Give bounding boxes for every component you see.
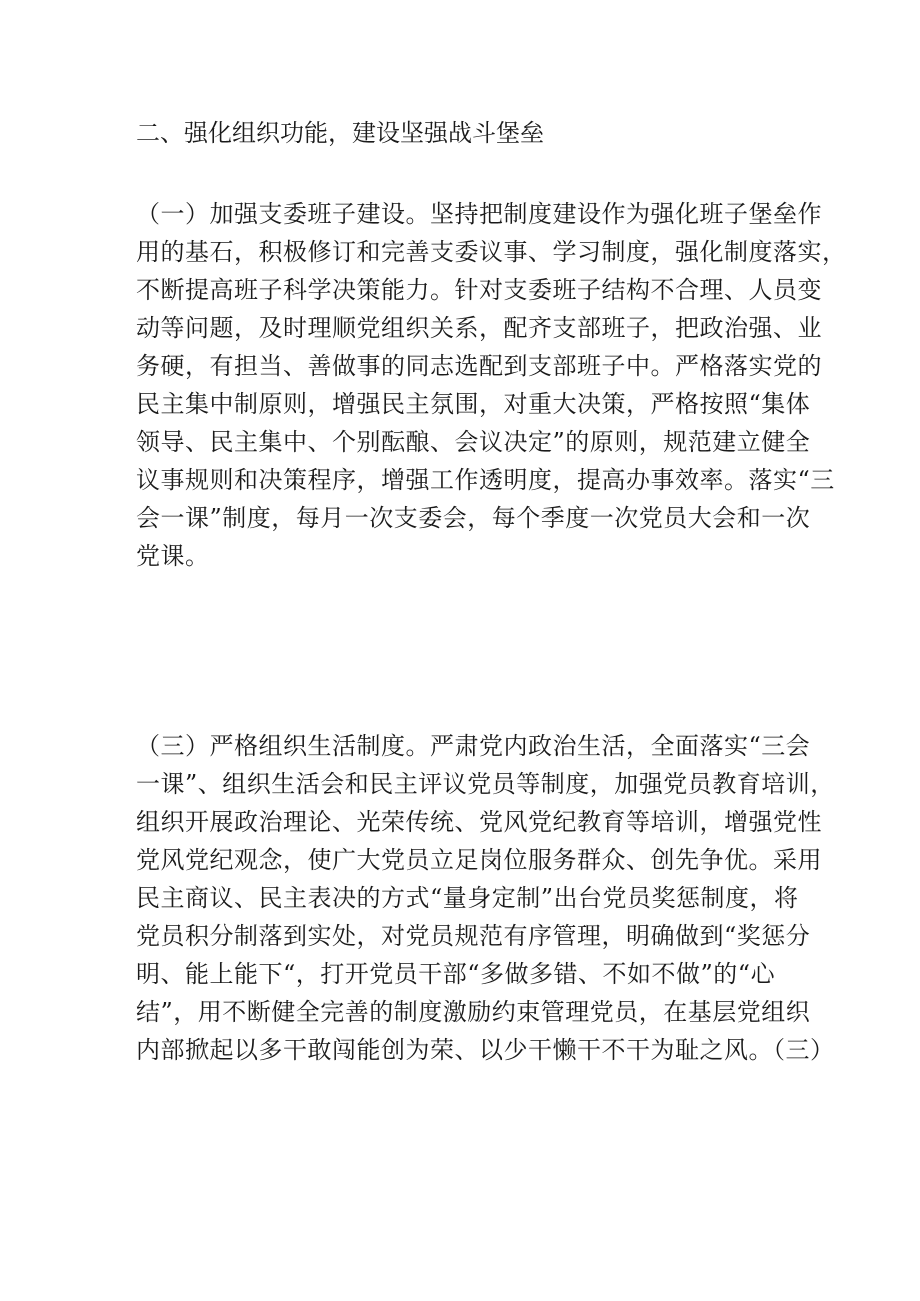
section-heading: 二、强化组织功能，建设坚强战斗堡垒	[136, 119, 544, 147]
paragraph-line: 不断提高班子科学决策能力。针对支委班子结构不合理、人员变	[136, 276, 822, 304]
paragraph-line: 党员积分制落到实处，对党员规范有序管理，明确做到“奖惩分	[136, 922, 811, 950]
paragraph-line: 用的基石，积极修订和完善支委议事、学习制度，强化制度落实，	[136, 238, 847, 266]
paragraph-support-committee	[136, 195, 847, 575]
paragraph-line: 结”，用不断健全完善的制度激励约束管理党员，在基层党组织	[136, 998, 811, 1026]
paragraph-line: 会一课”制度，每月一次支委会，每个季度一次党员大会和一次	[136, 504, 811, 532]
paragraph-line: 动等问题，及时理顺党组织关系，配齐支部班子，把政治强、业	[136, 314, 822, 342]
paragraph-line: 明、能上能下“，打开党员干部“多做多错、不如不做”的“心	[136, 960, 776, 988]
paragraph-line: 党课。	[136, 542, 210, 570]
paragraph-line: （三）严格组织生活制度。严肃党内政治生活，全面落实“三会	[136, 732, 811, 760]
paragraph-line: 内部掀起以多干敢闯能创为荣、以少干懒干不干为耻之风。（三）	[136, 1036, 835, 1064]
paragraph-organization-life	[136, 727, 835, 1069]
paragraph-line: 民主集中制原则，增强民主氛围，对重大决策，严格按照“集体	[136, 390, 811, 418]
paragraph-line: 议事规则和决策程序，增强工作透明度，提高办事效率。落实“三	[136, 466, 835, 494]
paragraph-line: 民主商议、民主表决的方式“量身定制”出台党员奖惩制度，将	[136, 884, 799, 912]
paragraph-line: （一）加强支委班子建设。坚持把制度建设作为强化班子堡垒作	[136, 200, 822, 228]
paragraph-line: 领导、民主集中、个别酝酿、会议决定”的原则，规范建立健全	[136, 428, 811, 456]
paragraph-line: 组织开展政治理论、光荣传统、党风党纪教育等培训，增强党性	[136, 808, 822, 836]
paragraph-line: 务硬，有担当、善做事的同志选配到支部班子中。严格落实党的	[136, 352, 822, 380]
paragraph-line: 党风党纪观念，使广大党员立足岗位服务群众、创先争优。采用	[136, 846, 822, 874]
paragraph-line: 一课”、组织生活会和民主评议党员等制度，加强党员教育培训，	[136, 770, 835, 798]
